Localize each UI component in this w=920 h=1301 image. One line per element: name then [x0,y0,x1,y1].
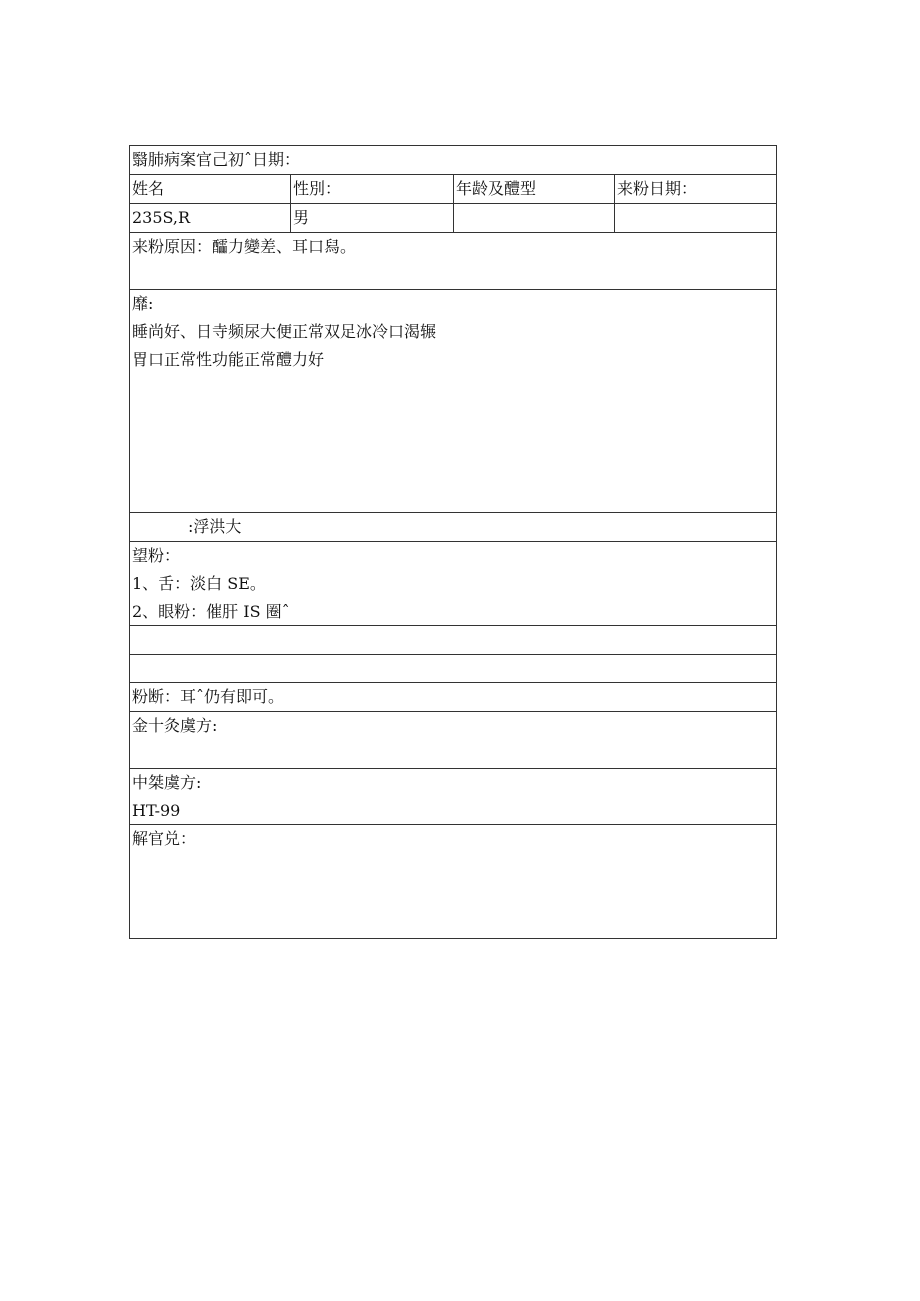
visit-date-value [615,204,776,232]
herbal-row [130,769,776,825]
age-body-type-header: 年龄及醴型 [454,175,615,203]
diagnosis-row [130,683,776,712]
blank-row [130,626,776,655]
explanation-row [130,825,776,938]
inquiry-line: 睡尚好、日寺频尿大便正常双足冰冷口渴辗 [132,322,437,341]
gender-value: 男 [291,204,454,232]
visit-date-header: 来粉日期： [617,179,698,198]
observation-line: 2、眼粉：催肝 IS 圈ˆ [132,602,290,621]
explanation-label: 解官兑： [132,829,197,848]
acupuncture-row [130,712,776,769]
form-title: 翳肺病案官己初ˆ日期： [132,150,301,169]
patient-header-row [130,175,776,204]
age-body-type-value [454,204,615,232]
diagnosis-text: 粉断：耳ˆ仍有即可。 [132,687,285,706]
reason-text: 来粉原因：醽力變差、耳口舄。 [132,237,357,256]
observation-line: 1、舌：淡白 SE。 [132,574,266,593]
acupuncture-label: 金十灸虞方: [132,716,218,735]
gender-header: 性別： [291,175,454,203]
form-title-row [130,146,776,175]
herbal-value: HT-99 [132,801,181,820]
name-header: 姓名 [130,175,291,203]
pulse-row [130,513,776,542]
name-value: 235S,R [130,204,291,232]
inquiry-row [130,290,776,513]
herbal-label: 中桀虞方: [132,773,202,792]
patient-value-row [130,204,776,233]
observation-row [130,542,776,626]
blank-row [130,655,776,683]
observation-label: 望粉： [132,546,181,565]
inquiry-label: 靡: [132,294,154,313]
pulse-text: :浮洪大 [188,517,242,536]
inquiry-line: 胃口正常性功能正常醴力好 [132,350,325,369]
medical-record-form [129,145,777,939]
reason-row [130,233,776,290]
